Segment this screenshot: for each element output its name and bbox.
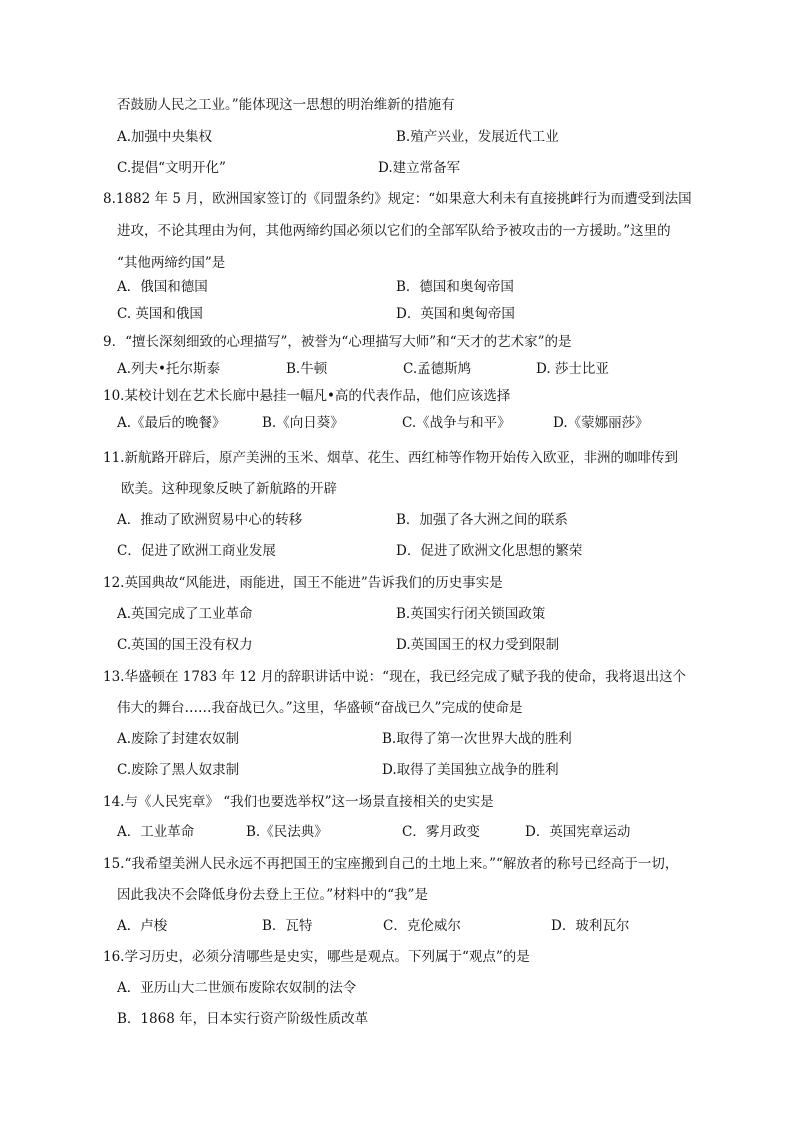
q10-option-a: A.《最后的晚餐》 (117, 415, 226, 431)
q13-option-a: A.废除了封建农奴制 (117, 731, 240, 747)
q10-option-d: D.《蒙娜丽莎》 (553, 415, 649, 431)
q8-option-c: C. 英国和俄国 (117, 306, 203, 322)
q13-option-c: C.废除了黑人奴隶制 (117, 762, 240, 778)
q16-stem: 16.学习历史，必须分清哪些是史实，哪些是观点。下列属于“观点”的是 (103, 949, 530, 965)
q13-stem-line-1: 13.华盛顿在 1783 年 12 月的辞职讲话中说：“现在，我已经完成了赋予我的使命，我将退出这个 (103, 669, 687, 685)
q16-option-a: A．亚历山大二世颁布废除农奴制的法令 (117, 980, 357, 996)
q15-option-a: A．卢梭 (117, 918, 168, 934)
q11-stem-line-2: 欧美。这种现象反映了新航路的开辟 (121, 481, 337, 497)
q16-option-b: B．1868 年，日本实行资产阶级性质改革 (117, 1011, 369, 1027)
q9-option-b: B.牛顿 (286, 361, 328, 377)
q13-option-b: B.取得了第一次世界大战的胜利 (382, 731, 572, 747)
q10-stem: 10.某校计划在艺术长廊中悬挂一幅凡•高的代表作品，他们应该选择 (103, 388, 511, 404)
q12-option-d: D.英国国王的权力受到限制 (396, 637, 560, 653)
q8-stem-line-3: “其他两缔约国”是 (117, 255, 226, 271)
q13-stem-line-2: 伟大的舞台……我奋战已久。”这里，华盛顿“奋战已久”完成的使命是 (117, 700, 523, 716)
q14-option-c: C．雾月政变 (402, 824, 480, 840)
q9-option-a: A.列夫•托尔斯泰 (117, 361, 221, 377)
q15-stem-line-1: 15.“我希望美洲人民永远不再把国王的宝座搬到自己的土地上来。”“解放者的称号已经高于一切， (103, 856, 679, 872)
q15-option-b: B．瓦特 (262, 918, 313, 934)
q9-option-d: D. 莎士比亚 (536, 361, 609, 377)
q15-stem-line-2: 因此我决不会降低身份去登上王位。”材料中的“我”是 (117, 887, 428, 903)
q7-option-d: D.建立常备军 (378, 160, 461, 176)
q14-option-b: B.《民法典》 (246, 824, 328, 840)
q11-stem-line-1: 11.新航路开辟后，原产美洲的玉米、烟草、花生、西红柿等作物开始传入欧亚，非洲的咖啡传到 (103, 450, 678, 466)
q8-option-a: A．俄国和德国 (117, 279, 208, 295)
q14-stem: 14.与《人民宪章》 “我们也要选举权”这一场景直接相关的史实是 (103, 794, 494, 810)
q15-option-d: D．玻利瓦尔 (551, 918, 630, 934)
q11-option-d: D．促进了欧洲文化思想的繁荣 (396, 543, 583, 559)
q7-option-c: C.提倡“文明开化” (117, 160, 226, 176)
q14-option-d: D．英国宪章运动 (525, 824, 631, 840)
q15-option-c: C．克伦威尔 (383, 918, 461, 934)
q9-option-c: C.孟德斯鸠 (403, 361, 472, 377)
q8-stem-line-2: 进攻，不论其理由为何，其他两缔约国必须以它们的全部军队给予被攻击的一方援助。”这里的 (117, 223, 671, 239)
q9-stem: 9．“擅长深刻细致的心理描写”，被誉为“心理描写大师”和“天才的艺术家”的是 (103, 334, 572, 350)
q7-option-b: B.殖产兴业，发展近代工业 (396, 129, 559, 145)
q13-option-d: D.取得了美国独立战争的胜利 (382, 762, 559, 778)
q7-stem-continuation: 否鼓励人民之工业。”能体现这一思想的明治维新的措施有 (117, 97, 455, 113)
q12-option-a: A.英国完成了工业革命 (117, 606, 253, 622)
q12-option-c: C.英国的国王没有权力 (117, 637, 253, 653)
q12-option-b: B.英国实行闭关锁国政策 (396, 606, 546, 622)
q14-option-a: A．工业革命 (117, 824, 195, 840)
q8-option-b: B．德国和奥匈帝国 (396, 279, 514, 295)
q11-option-b: B．加强了各大洲之间的联系 (396, 512, 568, 528)
q8-stem-line-1: 8.1882 年 5 月，欧洲国家签订的《同盟条约》规定：“如果意大利未有直接挑衅行为而遭受到法国 (103, 191, 692, 207)
q10-option-c: C.《战争与和平》 (402, 415, 511, 431)
q8-option-d: D．英国和奥匈帝国 (396, 306, 515, 322)
q10-option-b: B.《向日葵》 (262, 415, 344, 431)
q12-stem: 12.英国典故“风能进，雨能进，国王不能进”告诉我们的历史事实是 (103, 575, 503, 591)
q11-option-a: A．推动了欧洲贸易中心的转移 (117, 512, 303, 528)
q7-option-a: A.加强中央集权 (117, 129, 213, 145)
q11-option-c: C．促进了欧洲工商业发展 (117, 543, 276, 559)
